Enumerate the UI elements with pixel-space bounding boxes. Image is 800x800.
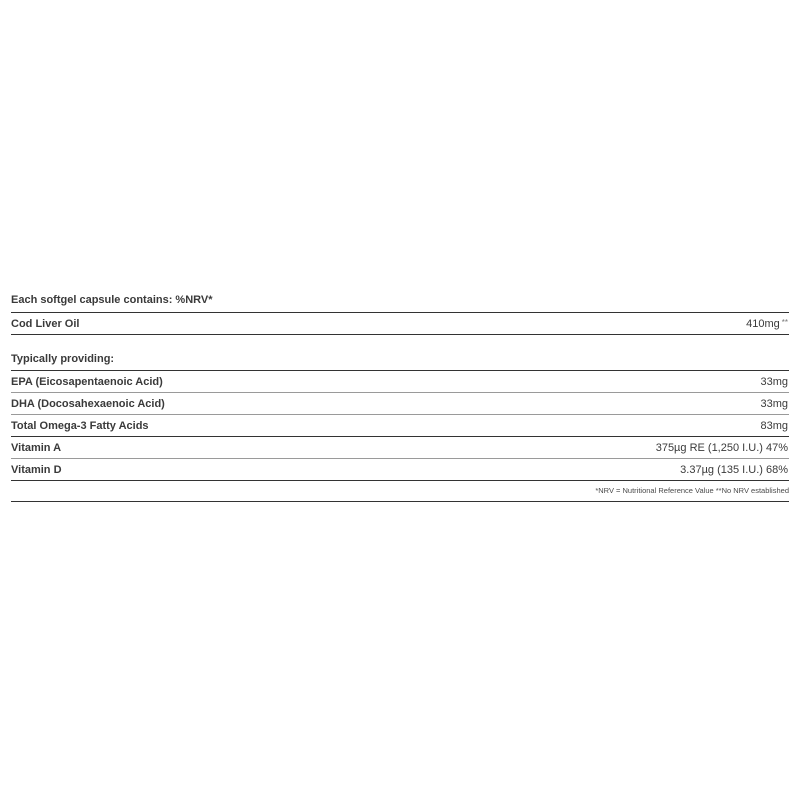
- nutrition-table: [11, 288, 789, 502]
- row-value: 83mg: [760, 419, 788, 432]
- no-nrv-marker: **: [781, 317, 788, 327]
- table-footnote: *NRV = Nutritional Reference Value **No NRV established: [11, 481, 789, 502]
- section-gap: [11, 335, 789, 348]
- row-label: Total Omega-3 Fatty Acids: [11, 419, 149, 432]
- row-label: DHA (Docosahexaenoic Acid): [11, 397, 165, 410]
- table-row-cod-liver-oil: [11, 313, 789, 335]
- table-subheading: Typically providing:: [11, 348, 789, 371]
- row-value: 33mg: [760, 397, 788, 410]
- row-value: [746, 318, 789, 330]
- row-label: Cod Liver Oil: [11, 317, 80, 330]
- table-row-dha: [11, 393, 789, 415]
- table-row-omega3: [11, 415, 789, 437]
- row-value: 3.37µg (135 I.U.) 68%: [680, 463, 788, 476]
- table-heading: Each softgel capsule contains: %NRV*: [11, 288, 789, 313]
- row-value: 33mg: [760, 375, 788, 388]
- row-label: Vitamin A: [11, 441, 62, 454]
- table-row-epa: [11, 371, 789, 393]
- row-label: EPA (Eicosapentaenoic Acid): [11, 375, 163, 388]
- table-row-vitamin-d: [11, 459, 789, 481]
- row-label: Vitamin D: [11, 463, 62, 476]
- table-row-vitamin-a: [11, 437, 789, 459]
- row-value: 375µg RE (1,250 I.U.) 47%: [655, 441, 788, 454]
- row-value-amount: 410mg: [746, 317, 780, 330]
